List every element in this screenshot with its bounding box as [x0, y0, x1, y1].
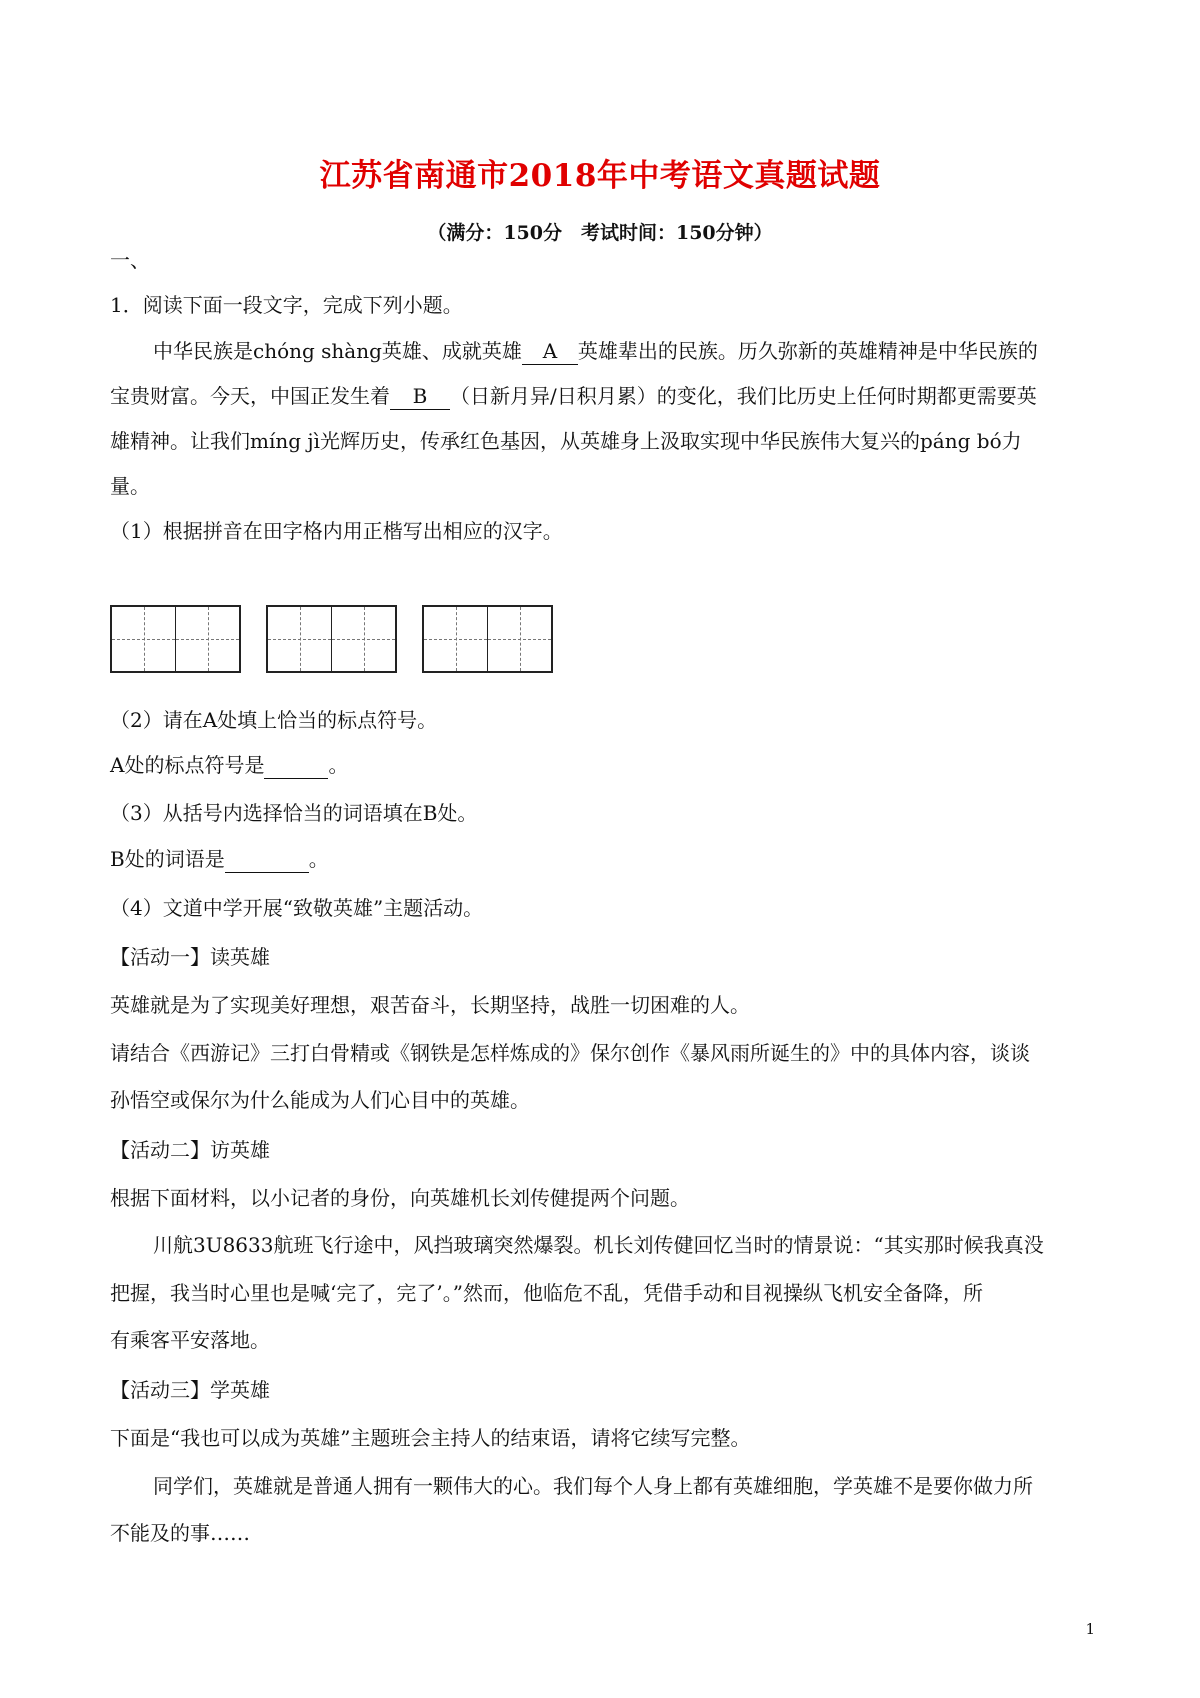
page-subtitle: （满分：150分 考试时间：150分钟） — [427, 222, 773, 244]
passage-text: 宝贵财富。今天，中国正发生着 — [110, 384, 390, 408]
tianzige-cell[interactable] — [331, 607, 395, 671]
question-1-intro: 1．阅读下面一段文字，完成下列小题。 — [110, 293, 463, 317]
tianzige-cell[interactable] — [112, 607, 175, 671]
activity-3-heading: 【活动三】学英雄 — [110, 1378, 270, 1402]
tianzige-cell[interactable] — [487, 607, 551, 671]
activity-1-text: 英雄就是为了实现美好理想，艰苦奋斗，长期坚持，战胜一切困难的人。 — [110, 993, 750, 1017]
activity-3-speech-2: 不能及的事…… — [110, 1521, 250, 1545]
answer-line-b — [110, 846, 329, 873]
sub-question-4: （4）文道中学开展“致敬英雄”主题活动。 — [110, 896, 484, 920]
passage-line-1 — [153, 338, 1038, 365]
tianzige-cell[interactable] — [424, 607, 487, 671]
blank-a: A — [522, 338, 578, 365]
activity-1-prompt: 请结合《西游记》三打白骨精或《钢铁是怎样炼成的》保尔创作《暴风雨所诞生的》中的具体内容，谈谈 — [110, 1041, 1030, 1065]
activity-2-material-2: 把握，我当时心里也是喊‘完了，完了’。”然而，他临危不乱，凭借手动和目视操纵飞机安全备降，所 — [110, 1281, 983, 1305]
page-title: 江苏省南通市2018年中考语文真题试题 — [319, 158, 881, 194]
activity-3-speech-1: 同学们，英雄就是普通人拥有一颗伟大的心。我们每个人身上都有英雄细胞，学英雄不是要你做力所 — [153, 1474, 1033, 1498]
passage-line-2 — [110, 383, 1037, 410]
sub-question-3: （3）从括号内选择恰当的词语填在B处。 — [110, 801, 478, 825]
activity-2-heading: 【活动二】访英雄 — [110, 1138, 270, 1162]
passage-text: 英雄辈出的民族。历久弥新的英雄精神是中华民族的 — [577, 339, 1038, 363]
sub-question-1: （1）根据拼音在田字格内用正楷写出相应的汉字。 — [110, 519, 563, 543]
tianzige-box-1[interactable] — [110, 605, 241, 673]
answer-end: 。 — [308, 847, 329, 871]
activity-2-material-1: 川航3U8633航班飞行途中，风挡玻璃突然爆裂。机长刘传健回忆当时的情景说：“其实那时候我真没 — [153, 1233, 1044, 1257]
activity-3-prompt: 下面是“我也可以成为英雄”主题班会主持人的结束语，请将它续写完整。 — [110, 1426, 751, 1450]
tianzige-box-3[interactable] — [422, 605, 553, 673]
activity-2-prompt: 根据下面材料，以小记者的身份，向英雄机长刘传健提两个问题。 — [110, 1186, 690, 1210]
tianzige-box-2[interactable] — [266, 605, 397, 673]
tianzige-cell[interactable] — [175, 607, 239, 671]
answer-line-a — [110, 752, 348, 779]
answer-blank-b[interactable] — [225, 846, 309, 873]
passage-text: 中华民族是chóng shàng英雄、成就英雄 — [153, 339, 522, 363]
activity-1-heading: 【活动一】读英雄 — [110, 945, 270, 969]
passage-line-4: 量。 — [110, 474, 150, 498]
activity-1-prompt-cont: 孙悟空或保尔为什么能成为人们心目中的英雄。 — [110, 1088, 530, 1112]
tianzige-cell[interactable] — [268, 607, 331, 671]
answer-blank-a[interactable] — [264, 752, 328, 779]
activity-2-material-3: 有乘客平安落地。 — [110, 1328, 270, 1352]
passage-line-3: 雄精神。让我们míng jì光辉历史，传承红色基因，从英雄身上汲取实现中华民族伟大复兴的páng bó力 — [110, 429, 1022, 453]
section-label: 一、 — [110, 248, 150, 272]
passage-text: （日新月异/日积月累）的变化，我们比历史上任何时期都更需要英 — [450, 384, 1037, 408]
answer-label: B处的词语是 — [110, 847, 225, 871]
blank-b: B — [390, 383, 450, 410]
page-number: 1 — [1085, 1620, 1095, 1638]
answer-label: A处的标点符号是 — [110, 753, 265, 777]
answer-end: 。 — [328, 753, 349, 777]
sub-question-2: （2）请在A处填上恰当的标点符号。 — [110, 708, 438, 732]
